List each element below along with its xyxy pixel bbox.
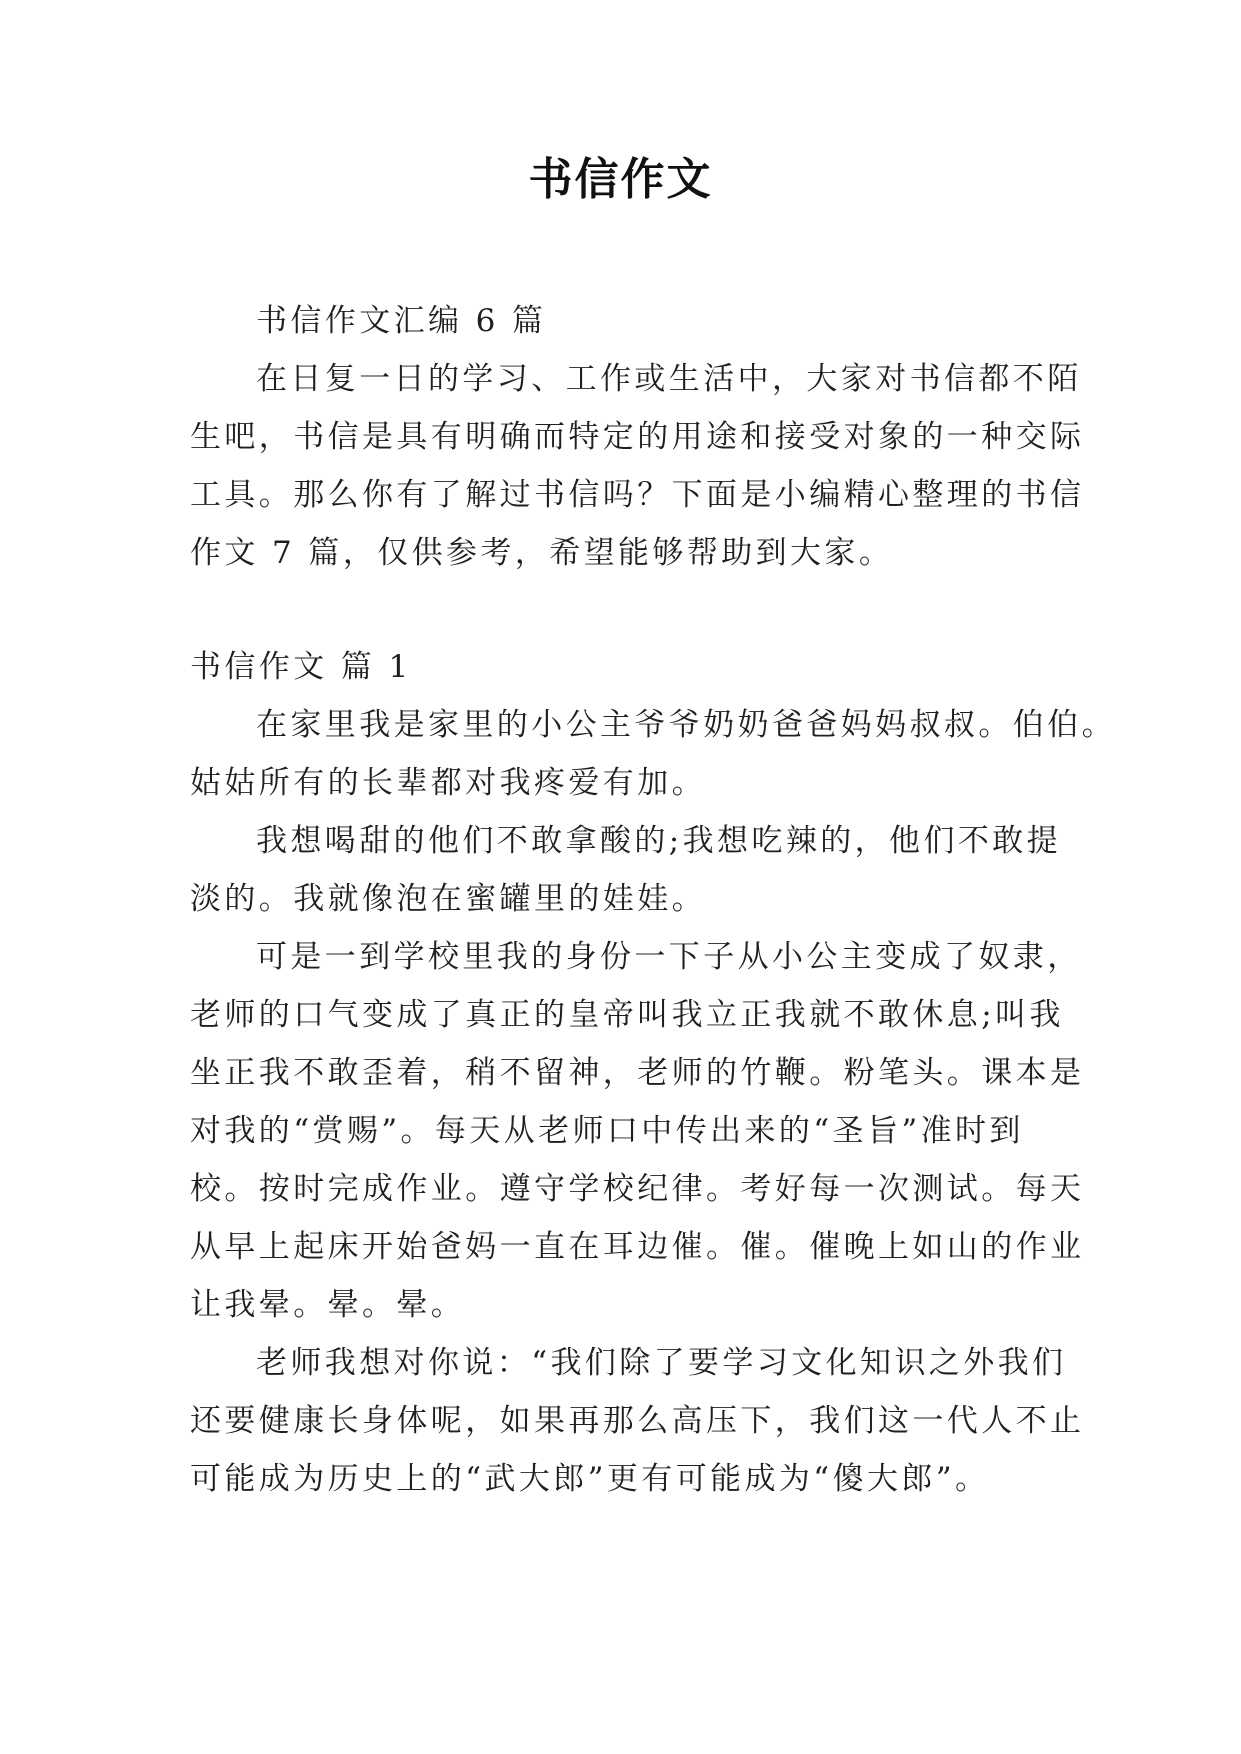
paragraph-line: 在家里我是家里的小公主爷爷奶奶爸爸妈妈叔叔。伯伯。 (256, 707, 1116, 743)
section-heading: 书信作文 篇 1 (190, 649, 412, 685)
paragraph-line: 姑姑所有的长辈都对我疼爱有加。 (190, 765, 706, 801)
paragraph-line: 作文 7 篇，仅供参考，希望能够帮助到大家。 (190, 535, 894, 571)
paragraph-line: 在日复一日的学习、工作或生活中，大家对书信都不陌 (256, 361, 1082, 397)
paragraph-line: 校。按时完成作业。遵守学校纪律。考好每一次测试。每天 (190, 1171, 1085, 1207)
paragraph-line: 老师的口气变成了真正的皇帝叫我立正我就不敢休息;叫我 (190, 997, 1064, 1033)
paragraph-line: 生吧，书信是具有明确而特定的用途和接受对象的一种交际 (190, 419, 1085, 455)
paragraph-line: 可是一到学校里我的身份一下子从小公主变成了奴隶， (256, 939, 1082, 975)
paragraph-line: 让我晕。晕。晕。 (190, 1287, 466, 1323)
paragraph-line: 从早上起床开始爸妈一直在耳边催。催。催晚上如山的作业 (190, 1229, 1085, 1265)
document-subtitle: 书信作文汇编 6 篇 (256, 303, 547, 339)
paragraph-line: 淡的。我就像泡在蜜罐里的娃娃。 (190, 881, 706, 917)
paragraph-line: 可能成为历史上的“武大郎”更有可能成为“傻大郎”。 (190, 1461, 990, 1497)
paragraph-line: 对我的“赏赐”。每天从老师口中传出来的“圣旨”准时到 (190, 1113, 1024, 1149)
paragraph-line: 坐正我不敢歪着，稍不留神，老师的竹鞭。粉笔头。课本是 (190, 1055, 1085, 1091)
paragraph-line: 还要健康长身体呢，如果再那么高压下，我们这一代人不止 (190, 1403, 1085, 1439)
paragraph-line: 我想喝甜的他们不敢拿酸的;我想吃辣的，他们不敢提 (256, 823, 1062, 859)
document-title: 书信作文 (528, 154, 713, 205)
paragraph-line: 工具。那么你有了解过书信吗？下面是小编精心整理的书信 (190, 477, 1085, 513)
paragraph-line: 老师我想对你说：“我们除了要学习文化知识之外我们 (256, 1345, 1067, 1381)
